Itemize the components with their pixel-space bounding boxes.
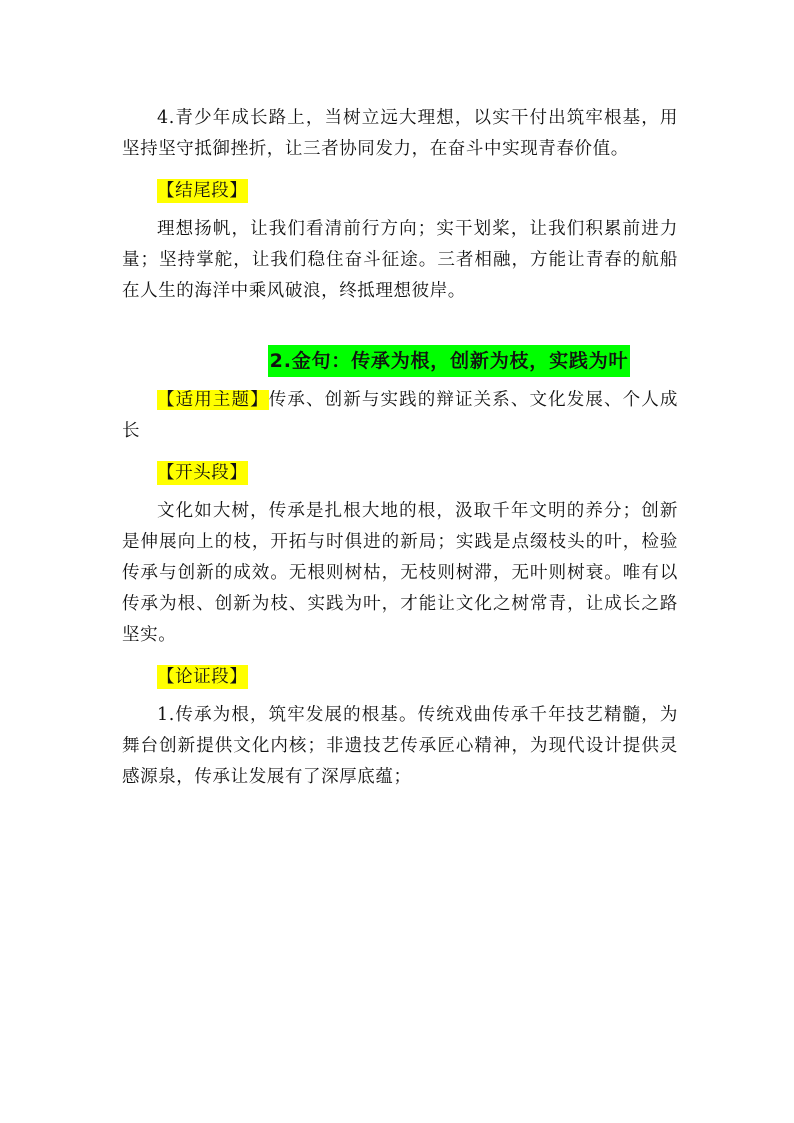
argument-point-4: 4.青少年成长路上，当树立远大理想，以实干付出筑牢根基，用坚持坚守抵御挫折，让三者协同发力，在奋斗中实现青春价值。 [122,108,678,159]
ending-section-tag: 【结尾段】 [157,181,248,201]
opening-tag-line [157,457,678,488]
argument-tag-line [157,661,678,692]
opening-section-tag: 【开头段】 [157,463,248,483]
document-page [122,103,678,793]
ending-tag-line [157,175,678,206]
section-title-wrap [122,345,678,381]
theme-text: 传承、创新与实践的辩证关系、文化发展、个人成长 [122,390,678,441]
ending-paragraph: 理想扬帆，让我们看清前行方向；实干划桨，让我们积累前进力量；坚持掌舵，让我们稳住奋斗征途。三者相融，方能让青春的航船在人生的海洋中乘风破浪，终抵理想彼岸。 [122,219,678,301]
section-title: 2.金句：传承为根，创新为枝，实践为叶 [268,345,631,377]
theme-paragraph [122,385,678,447]
theme-tag: 【适用主题】 [157,390,269,410]
argument-point-1: 1.传承为根，筑牢发展的根基。传统戏曲传承千年技艺精髓，为舞台创新提供文化内核；非遗技艺传承匠心精神，为现代设计提供灵感源泉，传承让发展有了深厚底蕴； [122,705,678,787]
opening-paragraph: 文化如大树，传承是扎根大地的根，汲取千年文明的养分；创新是伸展向上的枝，开拓与时俱进的新局；实践是点缀枝头的叶，检验传承与创新的成效。无根则树枯，无枝则树滞，无叶则树衰。唯有以传承为根、创新为枝、实践为叶，才能让文化之树常青，让成长之路坚实。 [122,501,678,645]
argument-section-tag: 【论证段】 [157,667,248,687]
